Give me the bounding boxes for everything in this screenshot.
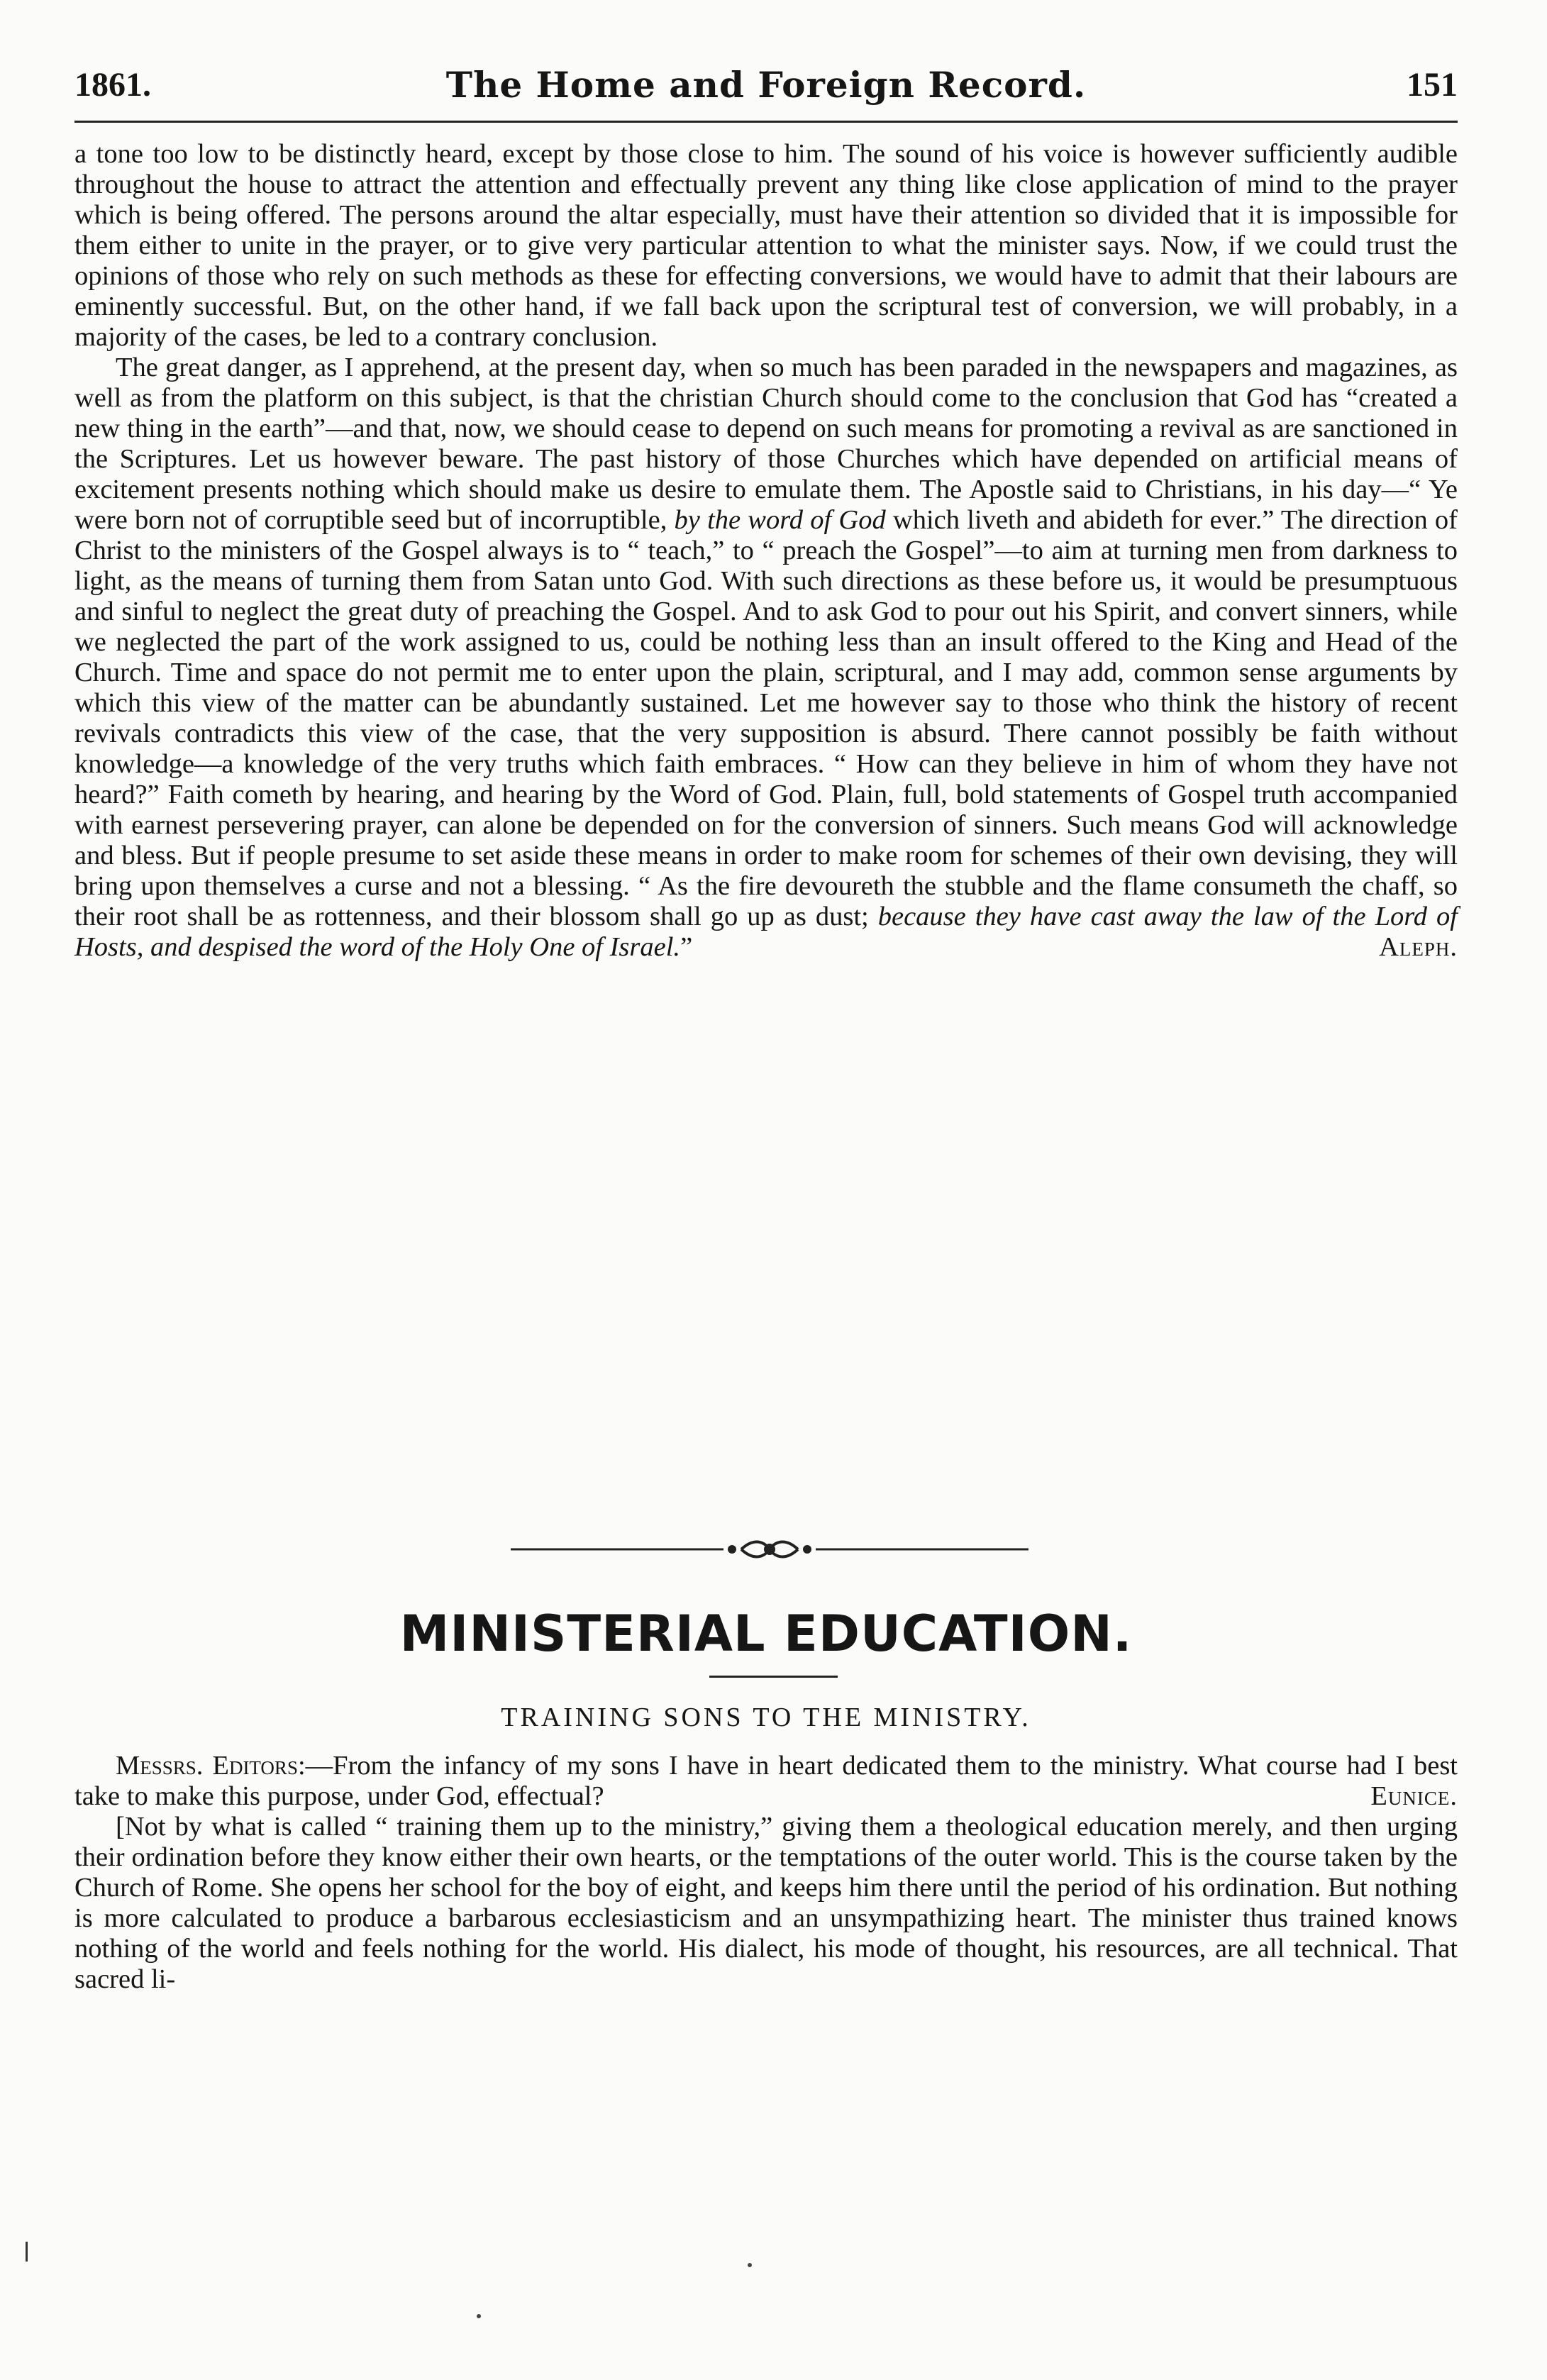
article-paragraph-2 <box>74 353 1458 963</box>
header-year: 1861. <box>74 66 151 104</box>
section-subheading: TRAINING SONS TO THE MINISTRY. <box>501 1703 1031 1732</box>
heading-underline <box>709 1676 838 1678</box>
paragraph-2-italic-2: because they have cast away the law of the Lord of Hosts, and despised the word of the Holy One of Israel. <box>74 902 1458 962</box>
paragraph-2-text-a: The great danger, as I apprehend, at the present day, when so much has been paraded in the newspapers and magazines, as well as from the platform on this subject, is that the christian Church should come to the conclusion that God has “created a new thing in the earth”—and that, now, we should cease to depend on such means for promoting a revival as are sanctioned in the Scriptures. Let us however beware. The past history of those Churches which have depended on artificial means of excitement presents nothing which should make us desire to emulate them. The Apostle said to Christians, in his day—“ Ye were born not of corruptible seed but of incorruptible, <box>74 353 1458 535</box>
article-paragraph-1: a tone too low to be distinctly heard, except by those close to him. The sound of his voice is however sufficiently audible throughout the house to attract the attention and effectually prevent any thing like close application of mind to the prayer which is being offered. The persons around the altar especially, must have their attention so divided that it is impossible for them either to unite in the prayer, or to give very particular attention to what the minister says. Now, if we could trust the opinions of those who rely on such methods as these for effecting conversions, we would have to admit that their labours are eminently successful. But, on the other hand, if we fall back upon the scriptural test of conversion, we will probably, in a majority of the cases, be led to a contrary conclusion. <box>74 139 1458 352</box>
article-signature: Aleph. <box>1379 932 1458 962</box>
running-header <box>74 55 1458 123</box>
header-page-number: 151 <box>1407 66 1458 104</box>
paragraph-2-text-c: ” <box>680 932 693 962</box>
letter-body: :—From the infancy of my sons I have in heart dedicated them to the ministry. What course had I best take to make this purpose, under God, effectual? <box>74 1751 1458 1811</box>
paragraph-2-text-b: which liveth and abideth for ever.” The direction of Christ to the ministers of the Gospel always is to “ teach,” to “ preach the Gospel”—to aim at turning men from darkness to light, as the means of turning them from Satan unto God. With such directions as these before us, it would be presumptuous and sinful to neglect the great duty of preaching the Gospel. And to ask God to pour out his Spirit, and convert sinners, while we neglected the part of the work assigned to us, could be nothing less than an insult offered to the King and Head of the Church. Time and space do not permit me to enter upon the plain, scriptural, and I may add, common sense arguments by which this view of the matter can be abundantly sustained. Let me however say to those who think the history of recent revivals contradicts this view of the case, that the very supposition is absurd. There cannot possibly be faith without knowledge—a knowledge of the very truths which faith embraces. “ How can they believe in him of whom they have not heard?” Faith cometh by hearing, and hearing by the Word of God. Plain, full, bold statements of Gospel truth accompanied with earnest persevering prayer, can alone be depended on for the conversion of sinners. Such means God will acknowledge and bless. But if people presume to set aside these means in order to make room for schemes of their own devising, they will bring upon themselves a curse and not a blessing. “ As the fire devoureth the stubble and the flame consumeth the chaff, so their root shall be as rottenness, and their blossom shall go up as dust; <box>74 505 1458 931</box>
print-speck <box>477 2314 481 2318</box>
letter-signature: Eunice. <box>1370 1781 1458 1811</box>
ornamental-divider <box>511 1537 1028 1562</box>
margin-mark <box>26 2242 28 2262</box>
print-speck <box>748 2263 752 2267</box>
letter-paragraph <box>74 1751 1458 1812</box>
article-ministerial-education <box>74 1751 1458 1995</box>
paragraph-2-italic-1: by the word of God <box>674 505 886 535</box>
letter-salutation: Messrs. Editors <box>116 1751 298 1781</box>
editor-reply-paragraph: [Not by what is called “ training them up to the ministry,” giving them a theological education merely, and then urging their ordination before they know either their own hearts, or the temptations of the outer world. This is the course taken by the Church of Rome. She opens her school for the boy of eight, and keeps him there until the period of his ordination. But nothing is more calculated to produce a barbarous ecclesiasticism and an unsympathizing heart. The minister thus trained knows nothing of the world and feels nothing for the world. His dialect, his mode of thought, his resources, are all technical. That sacred li- <box>74 1812 1458 1994</box>
section-heading: MINISTERIAL EDUCATION. <box>399 1605 1133 1663</box>
article-revivals <box>74 139 1458 963</box>
header-journal-title: The Home and Foreign Record. <box>445 64 1087 106</box>
